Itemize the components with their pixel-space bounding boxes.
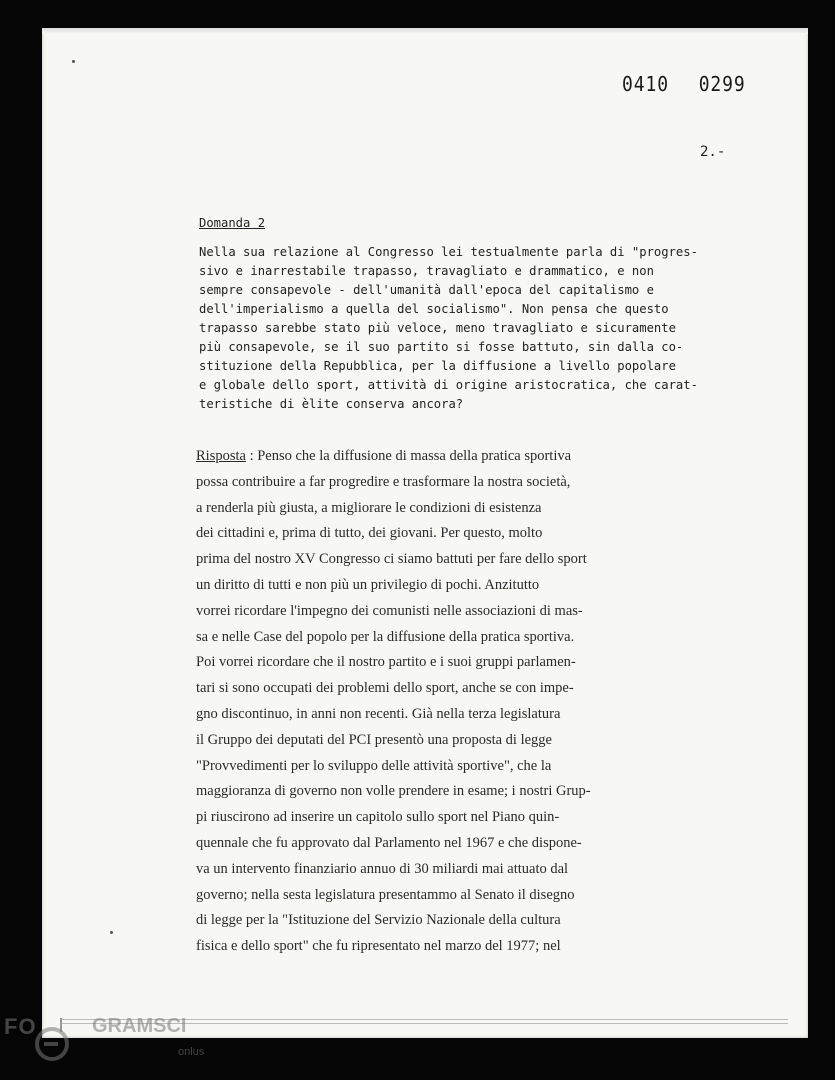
question-line: più consapevole, se il suo partito si fosse battuto, sin dalla co- xyxy=(199,340,684,354)
question-line: stituzione della Repubblica, per la diffusione a livello popolare xyxy=(199,359,676,373)
answer-text xyxy=(196,470,776,960)
answer-line: quennale che fu approvato dal Parlamento nel 1967 e che dispone- xyxy=(196,834,582,851)
speck-mark xyxy=(110,931,113,934)
foundation-logo-icon xyxy=(32,1024,72,1064)
answer-line: il Gruppo dei deputati del PCI presentò una proposta di legge xyxy=(196,731,552,748)
page-top-edge xyxy=(42,28,808,34)
answer-line: possa contribuire a far progredire e trasformare la nostra società, xyxy=(196,473,571,490)
question-line: dell'imperialismo a quella del socialismo". Non pensa che questo xyxy=(199,302,669,316)
question-line: e globale dello sport, attività di origine aristocratica, che carat- xyxy=(199,378,698,392)
watermark-prefix: FO xyxy=(4,1014,37,1039)
serial-left: 0410 xyxy=(622,72,669,96)
answer-line: vorrei ricordare l'impegno dei comunisti nelle associazioni di mas- xyxy=(196,602,583,619)
answer-first-line-text: : Penso che la diffusione di massa della pratica sportiva xyxy=(245,448,572,464)
archive-serial xyxy=(622,72,764,96)
answer-line: prima del nostro XV Congresso ci siamo battuti per fare dello sport xyxy=(196,551,587,568)
answer-label: Risposta xyxy=(196,448,246,464)
answer-line: un diritto di tutti e non più un privilegio di pochi. Anzitutto xyxy=(196,576,540,593)
answer-line: tari si sono occupati dei problemi dello sport, anche se con impe- xyxy=(196,680,574,697)
document-page xyxy=(42,28,808,1038)
answer-line: va un intervento finanziario annuo di 30 miliardi mai attuato dal xyxy=(196,860,569,877)
page-number: 2.- xyxy=(700,144,726,160)
answer-line: pi riuscirono ad inserire un capitolo sullo sport nel Piano quin- xyxy=(196,809,560,826)
answer-line: di legge per la "Istituzione del Servizio Nazionale della cultura xyxy=(196,912,561,929)
answer-line: a renderla più giusta, a migliorare le condizioni di esistenza xyxy=(196,499,542,516)
question-line: sempre consapevole - dell'umanità dall'epoca del capitalismo e xyxy=(199,283,654,297)
question-text xyxy=(199,243,764,414)
watermark-name: GRAMSCI xyxy=(92,1015,187,1037)
answer-first-line xyxy=(196,444,776,470)
answer-block xyxy=(196,444,776,960)
answer-line: gno discontinuo, in anni non recenti. Già nella terza legislatura xyxy=(196,705,561,722)
speck-mark xyxy=(72,60,75,63)
answer-line: maggioranza di governo non volle prendere in esame; i nostri Grup- xyxy=(196,783,591,800)
question-block xyxy=(199,214,764,414)
question-line: Nella sua relazione al Congresso lei testualmente parla di "progres- xyxy=(199,245,698,259)
serial-right: 0299 xyxy=(698,72,746,96)
question-line: teristiche di èlite conserva ancora? xyxy=(199,397,464,411)
answer-line: sa e nelle Case del popolo per la diffusione della pratica sportiva. xyxy=(196,628,575,645)
question-line: sivo e inarrestabile trapasso, travagliato e drammatico, e non xyxy=(199,264,654,278)
answer-line: "Provvedimenti per lo sviluppo delle attività sportive", che la xyxy=(196,757,552,774)
answer-line: dei cittadini e, prima di tutto, dei giovani. Per questo, molto xyxy=(196,525,543,542)
watermark-suffix: onlus xyxy=(178,1046,205,1058)
answer-line: governo; nella sesta legislatura presentammo al Senato il disegno xyxy=(196,886,575,903)
answer-line: fisica e dello sport" che fu ripresentato nel marzo del 1977; nel xyxy=(196,938,561,955)
answer-line: Poi vorrei ricordare che il nostro partito e i suoi gruppi parlamen- xyxy=(196,654,576,671)
question-heading: Domanda 2 xyxy=(199,216,266,230)
question-line: trapasso sarebbe stato più veloce, meno travagliato e sicuramente xyxy=(199,321,676,335)
